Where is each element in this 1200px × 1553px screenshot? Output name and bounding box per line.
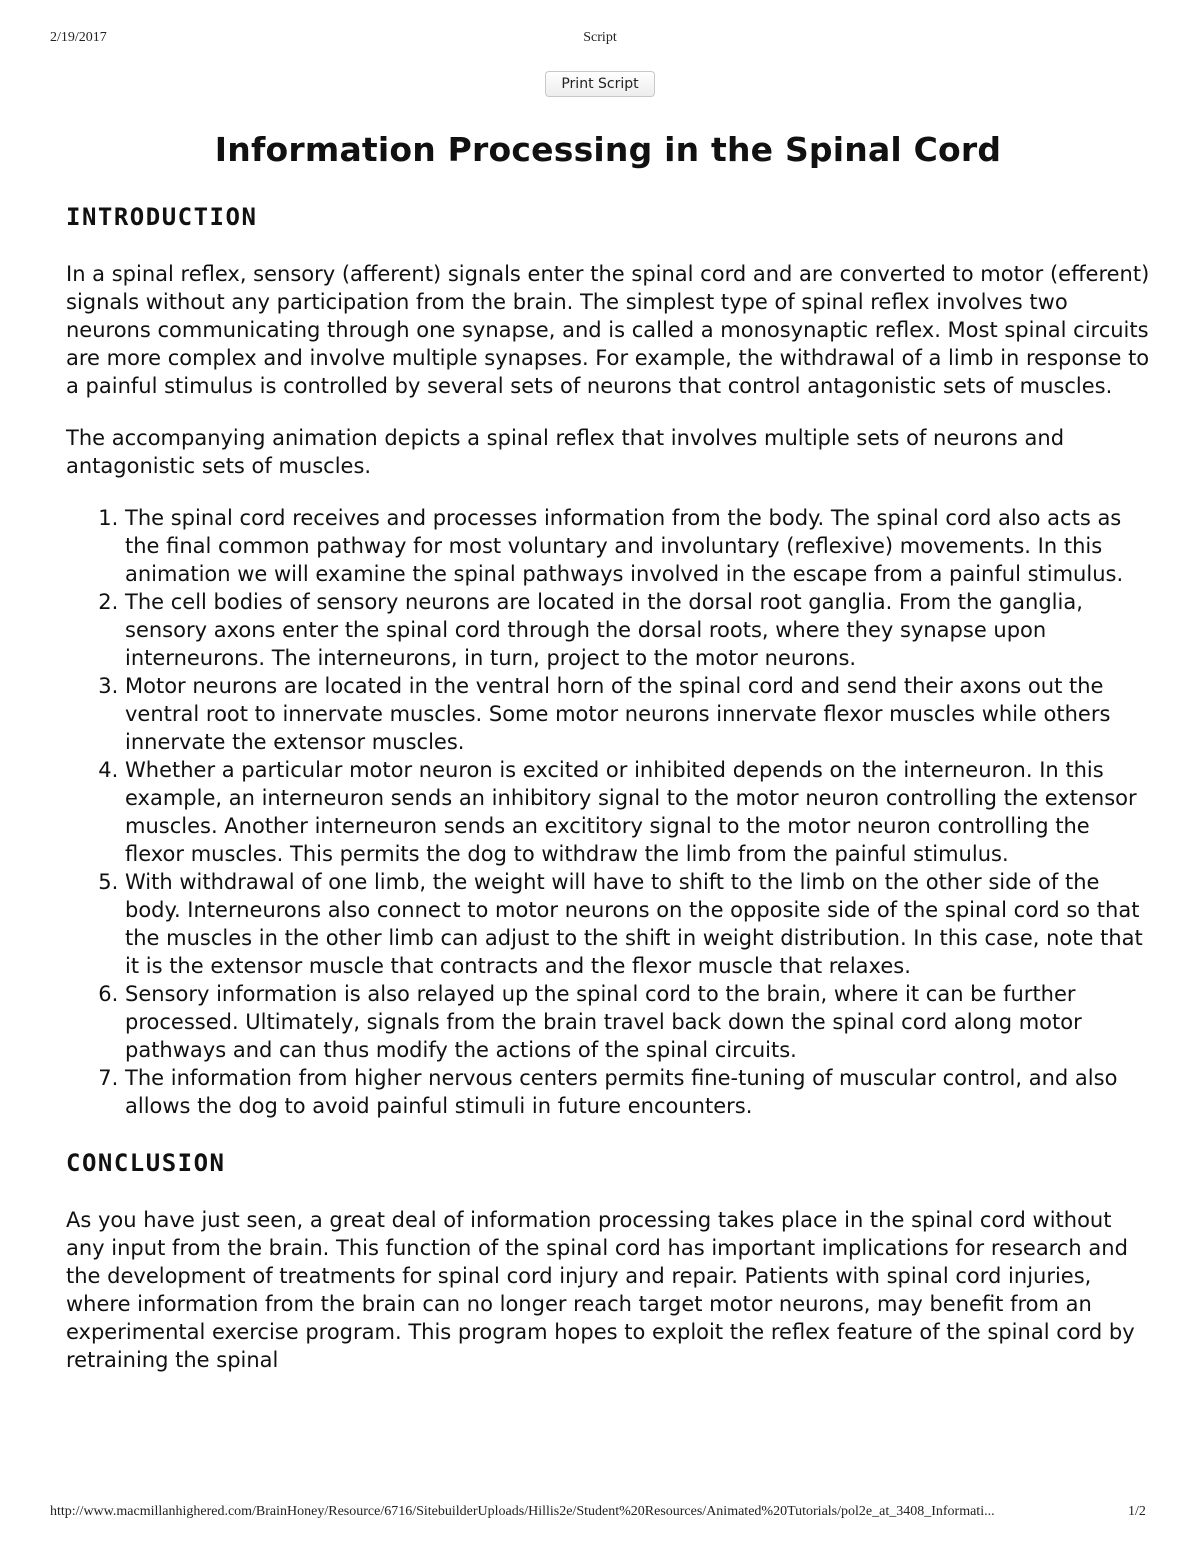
step-item: 7. The information from higher nervous centers permits fine-tuning of muscular control, and also allows the dog to avoid painful stimuli in future encounters. [125,1064,1150,1120]
document-title: Information Processing in the Spinal Cord [214,130,1002,169]
conclusion-heading: CONCLUSION [66,1149,226,1177]
step-item: 5. With withdrawal of one limb, the weight will have to shift to the limb on the other side of the body. Interneurons also connect to motor neurons on the opposite side of the spinal cord so that the muscles in the other limb can adjust to the shift in weight distribution. In this case, note that it is the extensor muscle that contracts and the flexor muscle that relaxes. [125,868,1150,980]
introduction-paragraph: The accompanying animation depicts a spinal reflex that involves multiple sets of neurons and antagonistic sets of muscles. [66,426,1065,478]
step-item: 1. The spinal cord receives and processes information from the body. The spinal cord also acts as the final common pathway for most voluntary and involuntary (reflexive) movements. In this animation we will examine the spinal pathways involved in the escape from a painful stimulus. [125,504,1150,588]
source-url: http://www.macmillanhighered.com/BrainHoney/Resource/6716/SitebuilderUploads/Hillis2e/Student%20Resources/Animated%20Tutorials/pol2e_at_3408_Informati... [50,1504,995,1519]
animation-steps-list [66,504,1150,1120]
print-script-button[interactable]: Print Script [545,71,655,97]
introduction-paragraph: In a spinal reflex, sensory (afferent) signals enter the spinal cord and are converted to motor (efferent) signals without any participation from the brain. The simplest type of spinal reflex involves two neurons communicating through one synapse, and is called a monosynaptic reflex. Most spinal circuits are more complex and involve multiple synapses. For example, the withdrawal of a limb in response to a painful stimulus is controlled by several sets of neurons that control antagonistic sets of muscles. [66,262,1150,398]
step-item: 4. Whether a particular motor neuron is excited or inhibited depends on the interneuron. In this example, an interneuron sends an inhibitory signal to the motor neuron controlling the extensor muscles. Another interneuron sends an excititory signal to the motor neuron controlling the flexor muscles. This permits the dog to withdraw the limb from the painful stimulus. [125,756,1150,868]
print-header [0,30,1200,50]
introduction-heading: INTRODUCTION [66,203,258,231]
step-item: 2. The cell bodies of sensory neurons are located in the dorsal root ganglia. From the ganglia, sensory axons enter the spinal cord through the dorsal roots, where they synapse upon interneurons. The interneurons, in turn, project to the motor neurons. [125,588,1150,672]
document-content [66,126,1150,1374]
print-page-title: Script [583,30,617,45]
print-date: 2/19/2017 [50,30,107,45]
page-number: 1/2 [1128,1504,1146,1519]
step-item: 3. Motor neurons are located in the ventral horn of the spinal cord and send their axons out the ventral root to innervate muscles. Some motor neurons innervate flexor muscles while others innervate the extensor muscles. [125,672,1150,756]
step-item: 6. Sensory information is also relayed up the spinal cord to the brain, where it can be further processed. Ultimately, signals from the brain travel back down the spinal cord along motor pathways and can thus modify the actions of the spinal circuits. [125,980,1150,1064]
conclusion-paragraph: As you have just seen, a great deal of information processing takes place in the spinal cord without any input from the brain. This function of the spinal cord has important implications for research and the development of treatments for spinal cord injury and repair. Patients with spinal cord injuries, where information from the brain can no longer reach target motor neurons, may benefit from an experimental exercise program. This program hopes to exploit the reflex feature of the spinal cord by retraining the spinal [66,1208,1135,1372]
print-footer [0,1504,1200,1524]
